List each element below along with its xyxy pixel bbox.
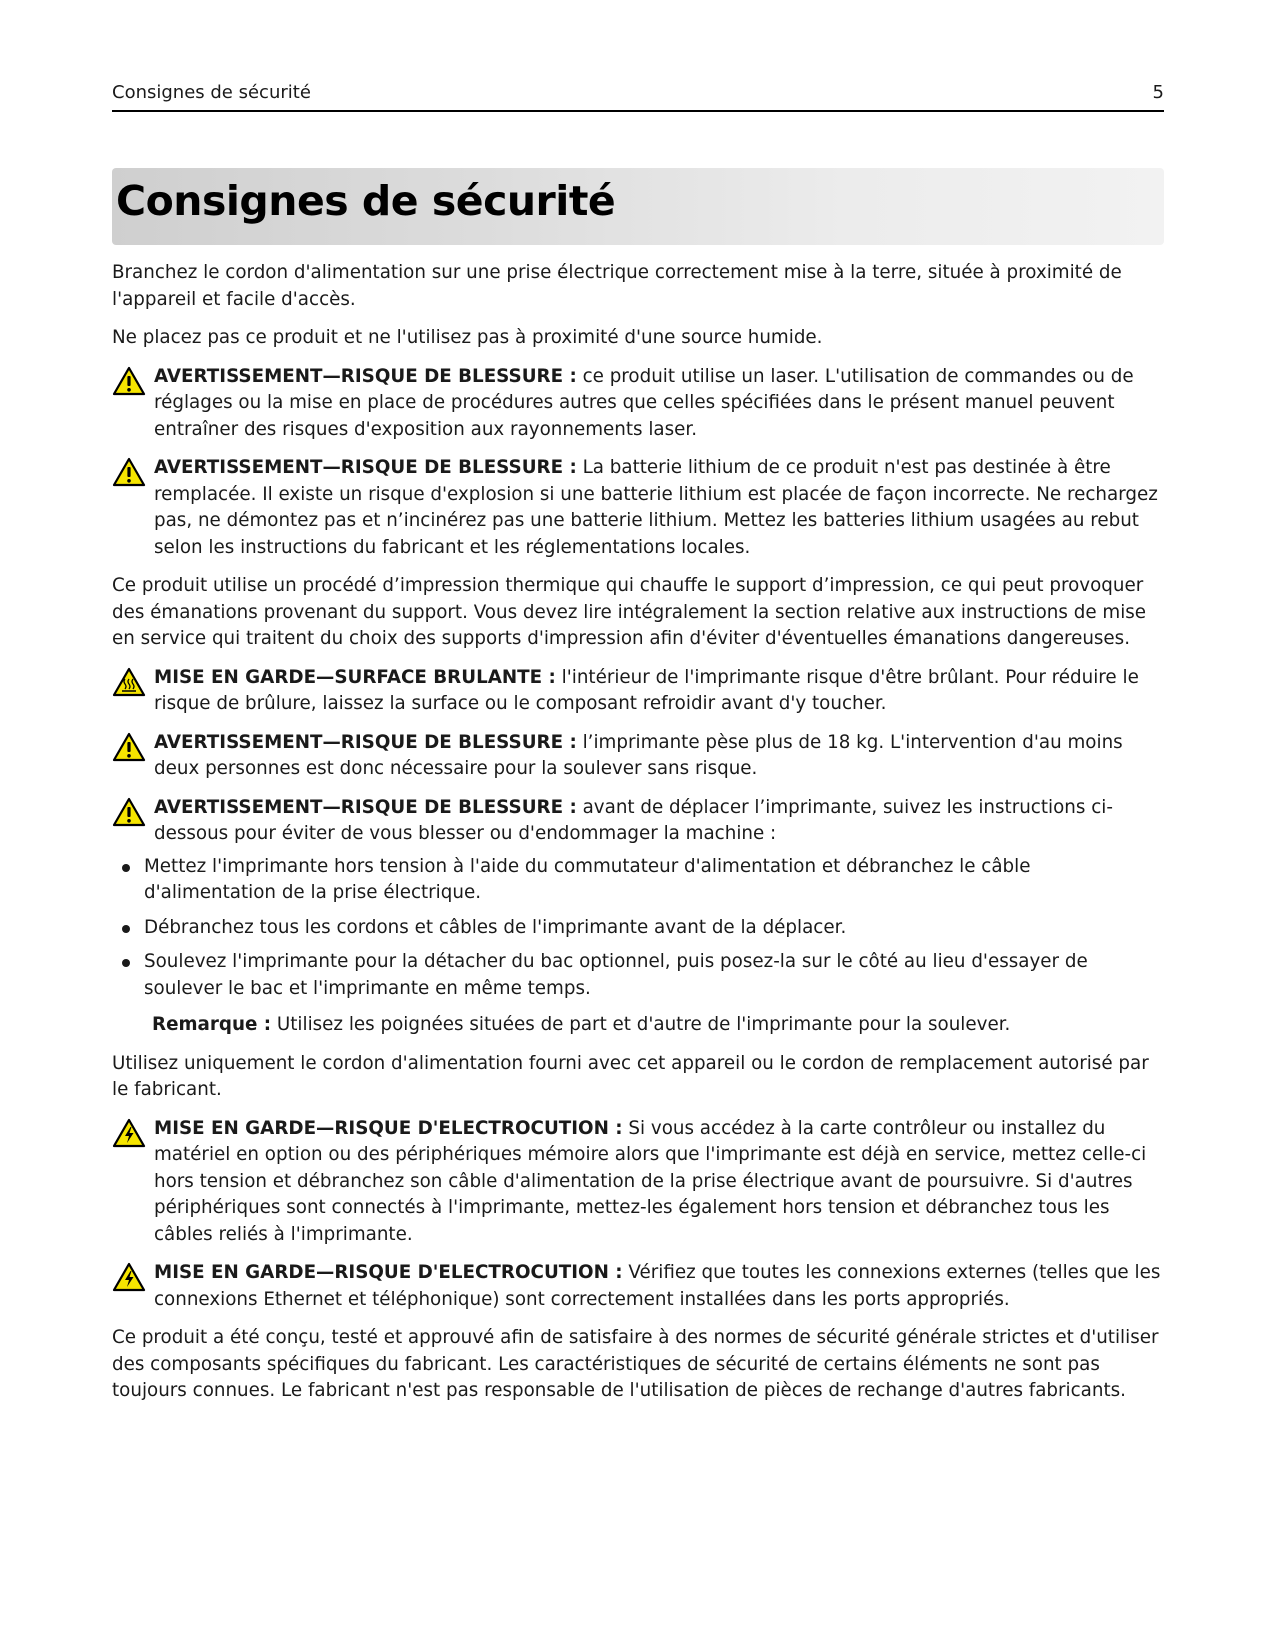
warning-label: AVERTISSEMENT—RISQUE DE BLESSURE : xyxy=(154,365,577,387)
hot-surface-icon xyxy=(112,667,146,697)
warning-text: ce produit utilise un laser. L'utilisation de commandes ou de réglages ou la mise en place de procédures autres que celles spécifiées dans le présent manuel peuvent entraîner des risques d'exposition aux rayonnements laser. xyxy=(154,365,1134,440)
caution-text: l'intérieur de l'imprimante risque d'être brûlant. Pour réduire le risque de brûlure, laissez la surface ou le composant refroidir avant d'y toucher. xyxy=(154,666,1139,714)
list-item-text: Débranchez tous les cordons et câbles de l'imprimante avant de la déplacer. xyxy=(144,916,847,938)
caution-block xyxy=(112,1260,1164,1313)
note-text: Utilisez les poignées situées de part et d'autre de l'imprimante pour la soulever. xyxy=(271,1014,1011,1035)
warning-block xyxy=(112,730,1164,783)
warning-exclamation-icon xyxy=(112,457,146,487)
caution-label: MISE EN GARDE—RISQUE D'ELECTROCUTION : xyxy=(154,1117,623,1139)
paragraph: Ce produit a été conçu, testé et approuvé afin de satisfaire à des normes de sécurité générale strictes et d'utiliser des composants spécifiques du fabricant. Les caractéristiques de sécurité de certains éléments ne sont pas toujours connues. Le fabricant n'est pas responsable de l'utilisation de pièces de rechange d'autres fabricants. xyxy=(112,1327,1159,1401)
title-banner xyxy=(112,168,1164,245)
caution-block xyxy=(112,1116,1164,1249)
bullet-icon xyxy=(122,864,130,872)
warning-text: avant de déplacer l’imprimante, suivez les instructions ci-dessous pour éviter de vous blesser ou d'endommager la machine : xyxy=(154,796,1113,844)
warning-text: l’imprimante pèse plus de 18 kg. L'intervention d'au moins deux personnes est donc nécessaire pour la soulever sans risque. xyxy=(154,731,1123,779)
paragraph: Branchez le cordon d'alimentation sur une prise électrique correctement mise à la terre, située à proximité de l'appareil et facile d'accès. xyxy=(112,262,1122,310)
list-item-text: Soulevez l'imprimante pour la détacher du bac optionnel, puis posez-la sur le côté au lieu d'essayer de soulever le bac et l'imprimante en même temps. xyxy=(144,951,1088,999)
bullet-icon xyxy=(122,925,130,933)
caution-text: Vérifiez que toutes les connexions externes (telles que les connexions Ethernet et téléphonique) sont correctement installées dans les ports appropriés. xyxy=(154,1262,1161,1310)
caution-block xyxy=(112,665,1164,718)
note-label: Remarque : xyxy=(152,1014,272,1035)
bullet-icon xyxy=(122,959,130,967)
warning-block xyxy=(112,455,1164,561)
running-header xyxy=(112,80,1164,112)
paragraph: Ne placez pas ce produit et ne l'utilisez pas à proximité d'une source humide. xyxy=(112,327,823,348)
warning-block xyxy=(112,364,1164,444)
paragraph: Ce produit utilise un procédé d’impression thermique qui chauffe le support d’impression, ce qui peut provoquer des émanations provenant du support. Vous devez lire intégralement la section relative aux instructions de mise en service qui traitent du choix des supports d'impression afin d'éviter d'éventuelles émanations dangereuses. xyxy=(112,575,1147,649)
caution-text: Si vous accédez à la carte contrôleur ou installez du matériel en option ou des périphériques mémoire alors que l'imprimante est déjà en service, mettez celle-ci hors tension et débranchez son câble d'alimentation de la prise électrique avant de poursuivre. Si d'autres périphériques sont connectés à l'imprimante, mettez-les également hors tension et débranchez tous les câbles reliés à l'imprimante. xyxy=(154,1117,1147,1245)
document-body xyxy=(112,260,1164,1417)
warning-exclamation-icon xyxy=(112,366,146,396)
warning-label: AVERTISSEMENT—RISQUE DE BLESSURE : xyxy=(154,457,577,478)
warning-exclamation-icon xyxy=(112,732,146,762)
note xyxy=(112,1012,1164,1039)
bullet-list xyxy=(112,854,1164,1003)
list-item-text: Mettez l'imprimante hors tension à l'aide du commutateur d'alimentation et débranchez le câble d'alimentation de la prise électrique. xyxy=(144,855,1031,903)
caution-label: MISE EN GARDE—SURFACE BRULANTE : xyxy=(154,666,556,688)
list-item xyxy=(112,949,1164,1002)
warning-label: AVERTISSEMENT—RISQUE DE BLESSURE : xyxy=(154,796,577,818)
electric-shock-icon xyxy=(112,1262,146,1292)
page-title: Consignes de sécurité xyxy=(116,177,616,225)
warning-exclamation-icon xyxy=(112,797,146,827)
page-number: 5 xyxy=(1152,82,1164,103)
list-item xyxy=(112,915,1164,942)
warning-block xyxy=(112,795,1164,848)
paragraph: Utilisez uniquement le cordon d'alimentation fourni avec cet appareil ou le cordon de remplacement autorisé par le fabricant. xyxy=(112,1052,1149,1100)
electric-shock-icon xyxy=(112,1118,146,1148)
running-header-title: Consignes de sécurité xyxy=(112,82,311,103)
warning-text: La batterie lithium de ce produit n'est pas destinée à être remplacée. Il existe un risque d'explosion si une batterie lithium est placée de façon incorrecte. Ne rechargez pas, ne démontez pas et n’incinérez pas une batterie lithium. Mettez les batteries lithium usagées au rebut selon les instructions du fabricant et les réglementations locales. xyxy=(154,457,1158,558)
caution-label: MISE EN GARDE—RISQUE D'ELECTROCUTION : xyxy=(154,1262,623,1283)
warning-label: AVERTISSEMENT—RISQUE DE BLESSURE : xyxy=(154,731,577,753)
list-item xyxy=(112,854,1164,907)
